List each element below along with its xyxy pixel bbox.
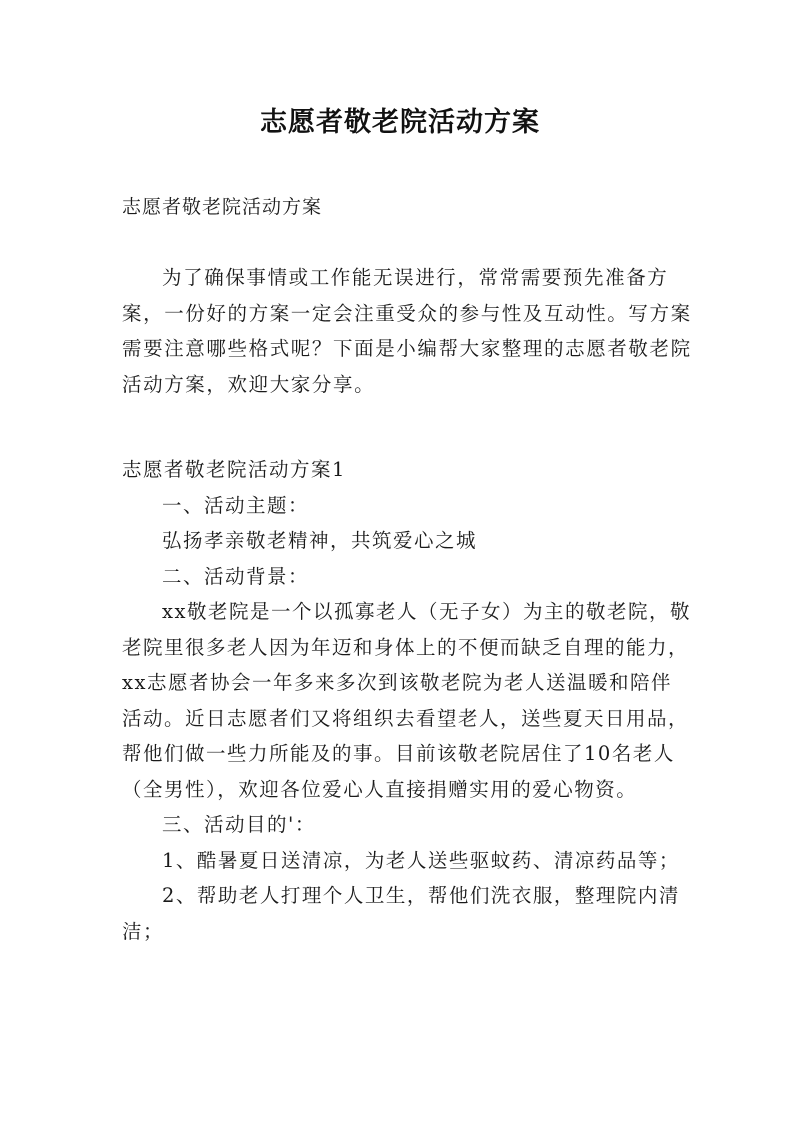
theme-text: 弘扬孝亲敬老精神，共筑爱心之城 — [162, 529, 478, 552]
document-subtitle: 志愿者敬老院活动方案 — [122, 196, 323, 218]
plan-section-1 — [122, 452, 692, 949]
theme-heading: 一、活动主题： — [162, 493, 310, 517]
section-title: 志愿者敬老院活动方案1 — [122, 458, 346, 481]
background-heading: 二、活动背景： — [162, 564, 310, 588]
purpose-item-2: 2、帮助老人打理个人卫生，帮他们洗衣服，整理院内清洁； — [122, 884, 680, 943]
background-paragraph: xx敬老院是一个以孤寡老人（无子女）为主的敬老院，敬老院里很多老人因为年迈和身体上的不便而缺乏自理的能力，xx志愿者协会一年多来多次到该敬老院为老人送温暖和陪伴活动。近日志愿者们又将组织去看望老人，送些夏天日用品，帮他们做一些力所能及的事。目前该敬老院居住了10名老人（全男性），欢迎各位爱心人直接捐赠实用的爱心物资。 — [122, 600, 691, 801]
purpose-item-1: 1、酷暑夏日送清凉，为老人送些驱蚊药、清凉药品等； — [162, 848, 680, 872]
document-title: 志愿者敬老院活动方案 — [260, 107, 540, 138]
intro-paragraph: 为了确保事情或工作能无误进行，常常需要预先准备方案，一份好的方案一定会注重受众的参与性及互动性。写方案需要注意哪些格式呢？下面是小编帮大家整理的志愿者敬老院活动方案，欢迎大家分享。 — [122, 266, 692, 396]
purpose-heading: 三、活动目的'： — [162, 813, 316, 836]
